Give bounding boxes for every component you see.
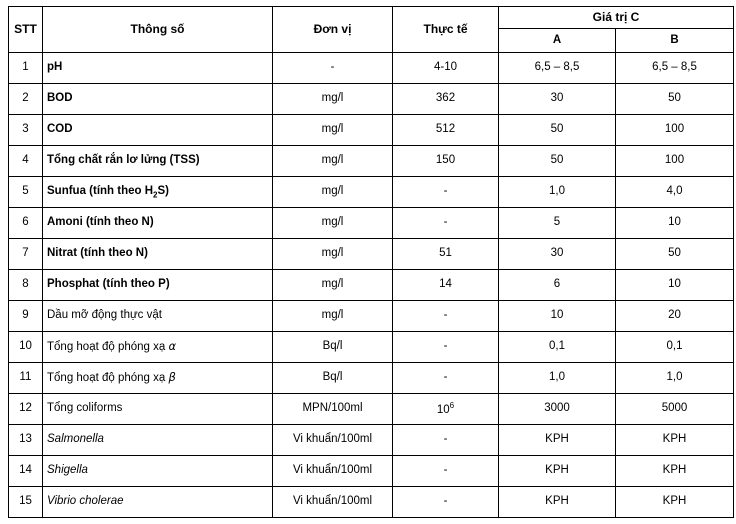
table-row	[9, 425, 734, 456]
cell-stt: 13	[9, 425, 43, 456]
table-row	[9, 239, 734, 270]
table-row	[9, 487, 734, 518]
cell-actual: -	[393, 301, 499, 332]
table-row	[9, 53, 734, 84]
cell-value-b: 20	[616, 301, 734, 332]
cell-actual: -	[393, 332, 499, 363]
table-row	[9, 363, 734, 394]
cell-parameter: Sunfua (tính theo $H_2S$)	[43, 177, 273, 208]
cell-unit: mg/l	[273, 115, 393, 146]
cell-value-b: 5000	[616, 394, 734, 425]
cell-unit: Vi khuẩn/100ml	[273, 425, 393, 456]
cell-actual: 51	[393, 239, 499, 270]
cell-value-b: 4,0	[616, 177, 734, 208]
table-row	[9, 115, 734, 146]
table-row	[9, 301, 734, 332]
cell-parameter: Phosphat (tính theo P)	[43, 270, 273, 301]
header-column-b: B	[616, 29, 734, 53]
cell-value-a: 3000	[499, 394, 616, 425]
cell-stt: 12	[9, 394, 43, 425]
cell-stt: 3	[9, 115, 43, 146]
water-quality-table	[8, 6, 734, 518]
cell-value-b: 100	[616, 115, 734, 146]
cell-parameter: Tổng hoạt độ phóng xạ β	[43, 363, 273, 394]
cell-unit: mg/l	[273, 146, 393, 177]
table-row	[9, 146, 734, 177]
cell-actual: 150	[393, 146, 499, 177]
header-parameter: Thông số	[43, 7, 273, 53]
cell-stt: 11	[9, 363, 43, 394]
table-body	[9, 53, 734, 518]
cell-value-b: 100	[616, 146, 734, 177]
cell-stt: 2	[9, 84, 43, 115]
cell-value-b: KPH	[616, 425, 734, 456]
cell-unit: mg/l	[273, 239, 393, 270]
header-stt: STT	[9, 7, 43, 53]
cell-parameter: Tổng coliforms	[43, 394, 273, 425]
table-row	[9, 84, 734, 115]
table-row	[9, 394, 734, 425]
table-row	[9, 332, 734, 363]
cell-stt: 8	[9, 270, 43, 301]
cell-actual: 14	[393, 270, 499, 301]
cell-unit: mg/l	[273, 208, 393, 239]
cell-value-a: 30	[499, 84, 616, 115]
cell-parameter: Vibrio cholerae	[43, 487, 273, 518]
cell-actual: -	[393, 208, 499, 239]
cell-actual: 362	[393, 84, 499, 115]
cell-stt: 9	[9, 301, 43, 332]
header-unit: Đơn vị	[273, 7, 393, 53]
cell-parameter: Tổng chất rắn lơ lửng (TSS)	[43, 146, 273, 177]
cell-value-b: 6,5 – 8,5	[616, 53, 734, 84]
cell-unit: mg/l	[273, 84, 393, 115]
cell-actual: -	[393, 363, 499, 394]
cell-unit: Vi khuẩn/100ml	[273, 487, 393, 518]
cell-unit: MPN/100ml	[273, 394, 393, 425]
table-row	[9, 208, 734, 239]
cell-unit: -	[273, 53, 393, 84]
cell-parameter: Nitrat (tính theo N)	[43, 239, 273, 270]
cell-stt: 15	[9, 487, 43, 518]
cell-value-a: 10	[499, 301, 616, 332]
cell-actual: 4-10	[393, 53, 499, 84]
cell-value-b: 0,1	[616, 332, 734, 363]
table-header	[9, 7, 734, 53]
cell-value-b: KPH	[616, 456, 734, 487]
cell-stt: 10	[9, 332, 43, 363]
cell-value-b: 10	[616, 270, 734, 301]
cell-value-a: 50	[499, 146, 616, 177]
cell-value-b: 50	[616, 84, 734, 115]
cell-value-a: 0,1	[499, 332, 616, 363]
cell-value-a: 50	[499, 115, 616, 146]
cell-actual: -	[393, 425, 499, 456]
cell-unit: mg/l	[273, 270, 393, 301]
cell-value-a: KPH	[499, 456, 616, 487]
cell-actual: -	[393, 456, 499, 487]
cell-value-a: 6	[499, 270, 616, 301]
cell-unit: mg/l	[273, 177, 393, 208]
cell-stt: 6	[9, 208, 43, 239]
cell-unit: Bq/l	[273, 332, 393, 363]
cell-unit: Bq/l	[273, 363, 393, 394]
cell-parameter: Tổng hoạt độ phóng xạ α	[43, 332, 273, 363]
cell-parameter: BOD	[43, 84, 273, 115]
cell-stt: 1	[9, 53, 43, 84]
cell-value-a: 5	[499, 208, 616, 239]
header-row-top	[9, 7, 734, 29]
table-row	[9, 177, 734, 208]
cell-unit: Vi khuẩn/100ml	[273, 456, 393, 487]
cell-value-b: KPH	[616, 487, 734, 518]
header-value-c: Giá trị C	[499, 7, 734, 29]
table-row	[9, 456, 734, 487]
cell-parameter: COD	[43, 115, 273, 146]
cell-actual: -	[393, 487, 499, 518]
header-actual: Thực tế	[393, 7, 499, 53]
cell-value-a: 6,5 – 8,5	[499, 53, 616, 84]
cell-parameter: Shigella	[43, 456, 273, 487]
cell-stt: 14	[9, 456, 43, 487]
table-row	[9, 270, 734, 301]
cell-value-a: 30	[499, 239, 616, 270]
cell-value-a: 1,0	[499, 363, 616, 394]
cell-value-b: 50	[616, 239, 734, 270]
header-column-a: A	[499, 29, 616, 53]
cell-actual: $10^6$	[393, 394, 499, 425]
cell-stt: 7	[9, 239, 43, 270]
cell-stt: 4	[9, 146, 43, 177]
cell-value-b: 1,0	[616, 363, 734, 394]
cell-unit: mg/l	[273, 301, 393, 332]
cell-parameter: Amoni (tính theo N)	[43, 208, 273, 239]
cell-value-a: 1,0	[499, 177, 616, 208]
cell-actual: 512	[393, 115, 499, 146]
cell-parameter: pH	[43, 53, 273, 84]
cell-value-a: KPH	[499, 425, 616, 456]
cell-value-a: KPH	[499, 487, 616, 518]
cell-parameter: Salmonella	[43, 425, 273, 456]
cell-parameter: Dầu mỡ động thực vật	[43, 301, 273, 332]
cell-actual: -	[393, 177, 499, 208]
cell-stt: 5	[9, 177, 43, 208]
cell-value-b: 10	[616, 208, 734, 239]
